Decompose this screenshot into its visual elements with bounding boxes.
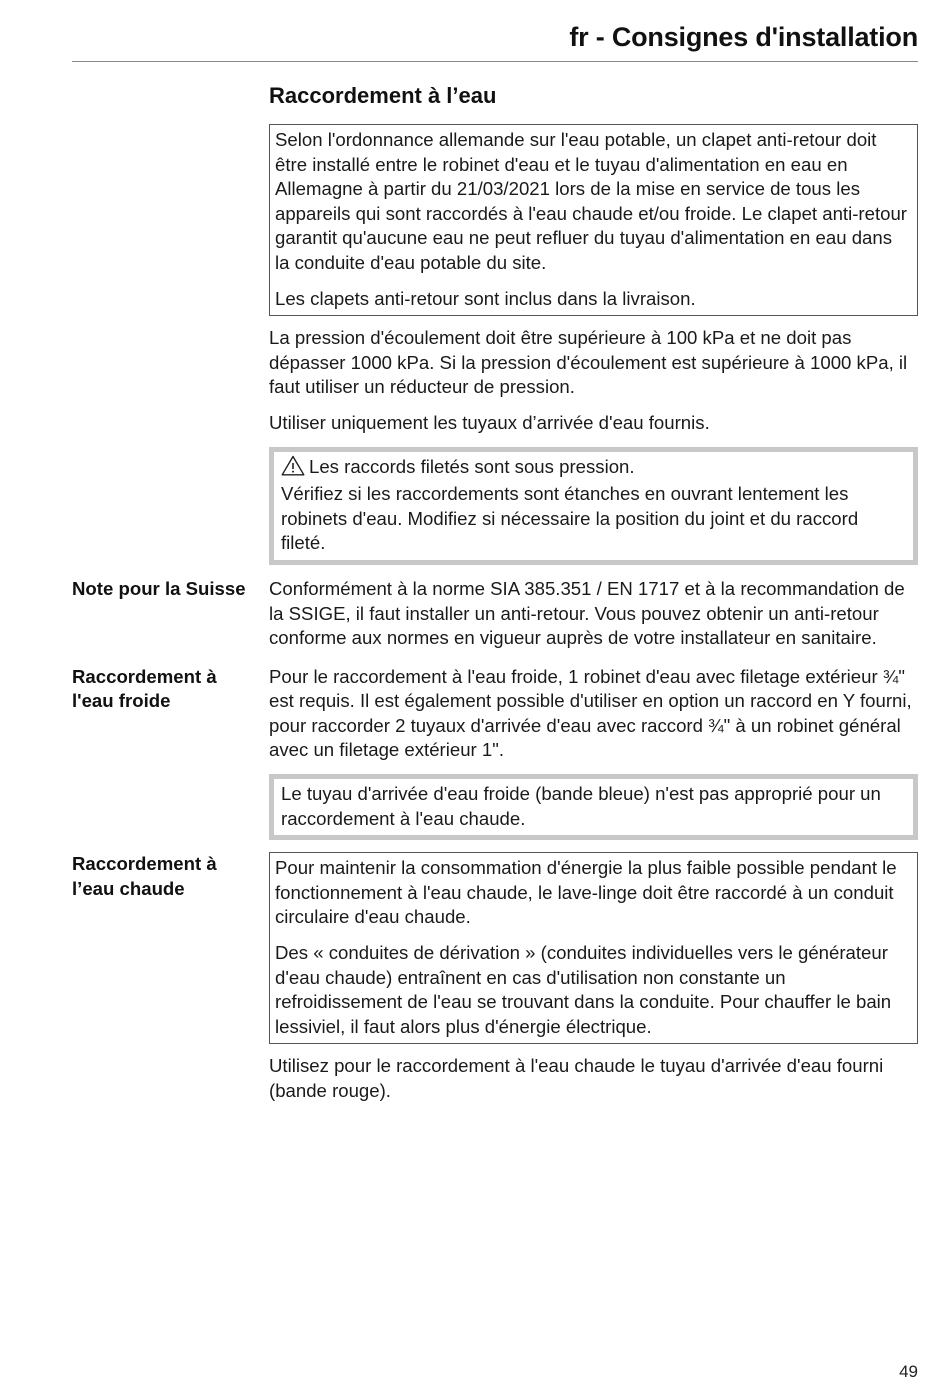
page-number: 49: [899, 1362, 918, 1381]
regulation-paragraph: Selon l'ordonnance allemande sur l'eau potable, un clapet anti-retour doit être installé entre le robinet d'eau et le tuyau d'alimentation en eau en Allemagne à partir du 21/03/2021 lors de la mise en service de tous les appareils qui sont raccordés à l'eau chaude et/ou froide. Le clapet anti-retour garantit qu'aucune eau ne peut refluer du tuyau d'alimentation en eau dans la conduite d'eau potable du site.: [275, 129, 907, 273]
warning-line-1: [281, 455, 903, 483]
swiss-note-text: Conformément à la norme SIA 385.351 / EN 1717 et à la recommandation de la SSIGE, il faut installer un anti-retour. Vous pouvez obtenir un anti-retour conforme aux normes en vigueur auprès de votre installateur en sanitaire.: [269, 577, 905, 649]
cold-water-note-box: [269, 774, 918, 840]
warning-line-2: Vérifiez si les raccordements sont étanches en ouvrant lentement les robinets d'eau. Modifiez si nécessaire la position du joint et du raccord fileté.: [281, 483, 859, 554]
warning-headline: Les raccords filetés sont sous pression.: [309, 455, 635, 477]
cold-water-label: Raccordement à l'eau froide: [72, 665, 217, 712]
hot-water-box: [269, 852, 918, 1044]
pressure-warning-box: [269, 447, 918, 565]
pressure-paragraph: La pression d'écoulement doit être supérieure à 100 kPa et ne doit pas dépasser 1000 kPa. Si la pression d'écoulement est supérieure à 1000 kPa, il faut utiliser un réducteur de pression.: [269, 327, 908, 398]
hot-water-box-paragraph-1: Pour maintenir la consommation d'énergie la plus faible possible pendant le fonctionnement à l'eau chaude, le lave-linge doit être raccordé à un conduit circulaire d'eau chaude.: [275, 857, 897, 928]
cold-water-text: Pour le raccordement à l'eau froide, 1 robinet d'eau avec filetage extérieur ¾" est requis. Il est également possible d'utiliser en option un raccord en Y fourni, pour raccorder 2 tuyaux d'arrivée d'eau avec raccord ¾" à un robinet général avec un filetage extérieur 1".: [269, 665, 912, 761]
main-content: [72, 80, 918, 1104]
supplied-hoses-paragraph: Utiliser uniquement les tuyaux d’arrivée d'eau fournis.: [269, 411, 710, 433]
cold-water-row: [72, 665, 918, 841]
hot-water-row: [72, 852, 918, 1103]
warning-triangle-icon: [281, 455, 305, 483]
included-valves-paragraph: Les clapets anti-retour sont inclus dans la livraison.: [275, 287, 696, 309]
swiss-note-row: [72, 577, 918, 651]
section-title: Raccordement à l’eau: [269, 83, 497, 108]
german-regulation-box: [269, 124, 918, 316]
hot-water-box-paragraph-2: Des « conduites de dérivation » (conduites individuelles vers le générateur d'eau chaude) entraînent en cas d'utilisation non constante un refroidissement de l'eau se trouvant dans la conduite. Pour chauffer le bain lessiviel, il faut alors plus d'énergie électrique.: [275, 942, 892, 1037]
swiss-note-label: Note pour la Suisse: [72, 577, 246, 599]
header-divider: [72, 61, 918, 62]
hot-water-label: Raccordement à l’eau chaude: [72, 853, 217, 899]
page-header-title: fr - Consignes d'installation: [569, 22, 918, 52]
cold-water-note: Le tuyau d'arrivée d'eau froide (bande bleue) n'est pas approprié pour un raccordement à l'eau chaude.: [281, 783, 881, 829]
hot-water-text: Utilisez pour le raccordement à l'eau chaude le tuyau d'arrivée d'eau fourni (bande rouge).: [269, 1055, 884, 1101]
